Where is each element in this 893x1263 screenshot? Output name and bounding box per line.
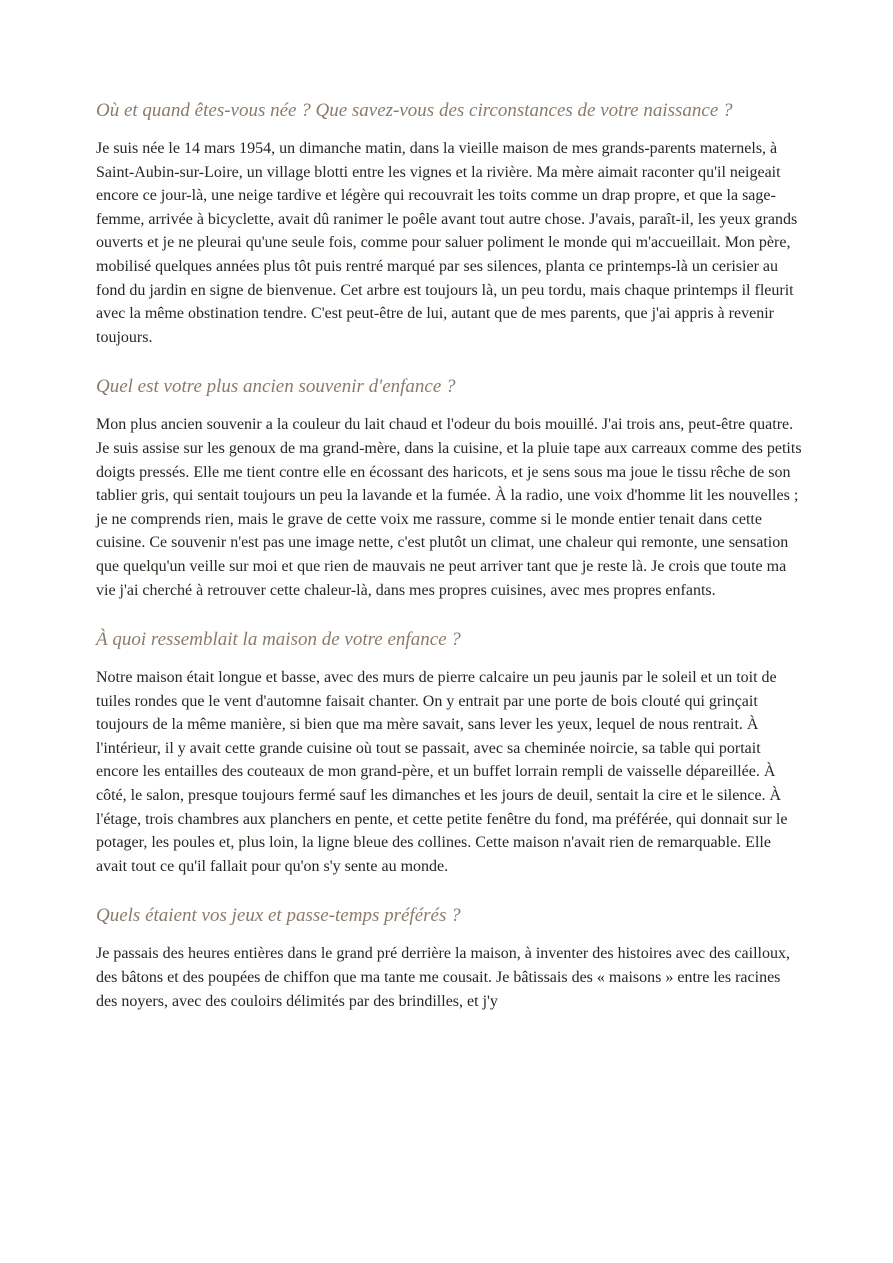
answer-games-hobbies: Je passais des heures entières dans le grand pré derrière la maison, à inventer des histoires avec des cailloux, des bâtons et des poupées de chiffon que ma tante me cousait. Je bâtissais des « maisons » entre les racines des noyers, avec des couloirs délimités par des brindilles, et j'y: [96, 945, 790, 1010]
question-birth: Où et quand êtes-vous née ? Que savez-vous des circonstances de votre naissance ?: [96, 100, 733, 121]
answer-childhood-home: Notre maison était longue et basse, avec des murs de pierre calcaire un peu jaunis par le soleil et un toit de tuiles rondes que le vent d'automne faisait chanter. On y entrait par une porte de bois clouté qui grinçait toujours de la même manière, si bien que ma mère savait, sans lever les yeux, lequel de nous rentrait. À l'intérieur, il y avait cette grande cuisine où tout se passait, avec sa cheminée noircie, sa table qui portait encore les entailles des couteaux de mon grand-père, et un buffet lorrain rempli de vaisselle dépareillée. À côté, le salon, presque toujours fermé sauf les dimanches et les jours de deuil, sentait la cire et le silence. À l'étage, trois chambres aux planchers en pente, et cette petite fenêtre du fond, ma préférée, qui donnait sur le potager, les poules et, plus loin, la ligne bleue des collines. Cette maison n'avait rien de remarquable. Elle avait tout ce qu'il fallait pour qu'on s'y sente au monde.: [96, 669, 788, 875]
answer-birth: Je suis née le 14 mars 1954, un dimanche matin, dans la vieille maison de mes grands-parents maternels, à Saint-Aubin-sur-Loire, un village blotti entre les vignes et la rivière. Ma mère aimait raconter qu'il neigeait encore ce jour-là, une neige tardive et légère qui recouvrait les toits comme un drap propre, et que la sage-femme, arrivée à bicyclette, avait dû ranimer le poêle avant tout autre chose. J'avais, paraît-il, les yeux grands ouverts et je ne pleurai qu'une seule fois, comme pour saluer poliment le monde qui m'accueillait. Mon père, mobilisé quelques années plus tôt puis rentré marqué par ses silences, planta ce printemps-là un cerisier au fond du jardin en signe de bienvenue. Cet arbre est toujours là, un peu tordu, mais chaque printemps il fleurit avec la même obstination tendre. C'est peut-être de lui, autant que de mes parents, que j'ai appris à revenir toujours.: [96, 140, 798, 346]
question-games-hobbies: Quels étaient vos jeux et passe-temps préférés ?: [96, 905, 461, 927]
answer-earliest-memory: Mon plus ancien souvenir a la couleur du lait chaud et l'odeur du bois mouillé. J'ai trois ans, peut-être quatre. Je suis assise sur les genoux de ma grand-mère, dans la cuisine, et la pluie tape aux carreaux comme des petits doigts pressés. Elle me tient contre elle en écossant des haricots, et je sens sous ma joue le tissu rêche de son tablier gris, qui sentait toujours un peu la lavande et la fumée. À la radio, une voix d'homme lit les nouvelles ; je ne comprends rien, mais le grave de cette voix me rassure, comme si le monde entier tenait dans cette cuisine. Ce souvenir n'est pas une image nette, c'est plutôt un climat, une chaleur qui remonte, une sensation que quelqu'un veille sur moi et que rien de mauvais ne peut arriver tant que je reste là. Je crois que toute ma vie j'ai cherché à retrouver cette chaleur-là, dans mes propres cuisines, avec mes propres enfants.: [96, 416, 802, 599]
question-earliest-memory: Quel est votre plus ancien souvenir d'enfance ?: [96, 376, 456, 398]
question-childhood-home: À quoi ressemblait la maison de votre enfance ?: [96, 629, 461, 651]
document-content: [96, 98, 802, 1038]
